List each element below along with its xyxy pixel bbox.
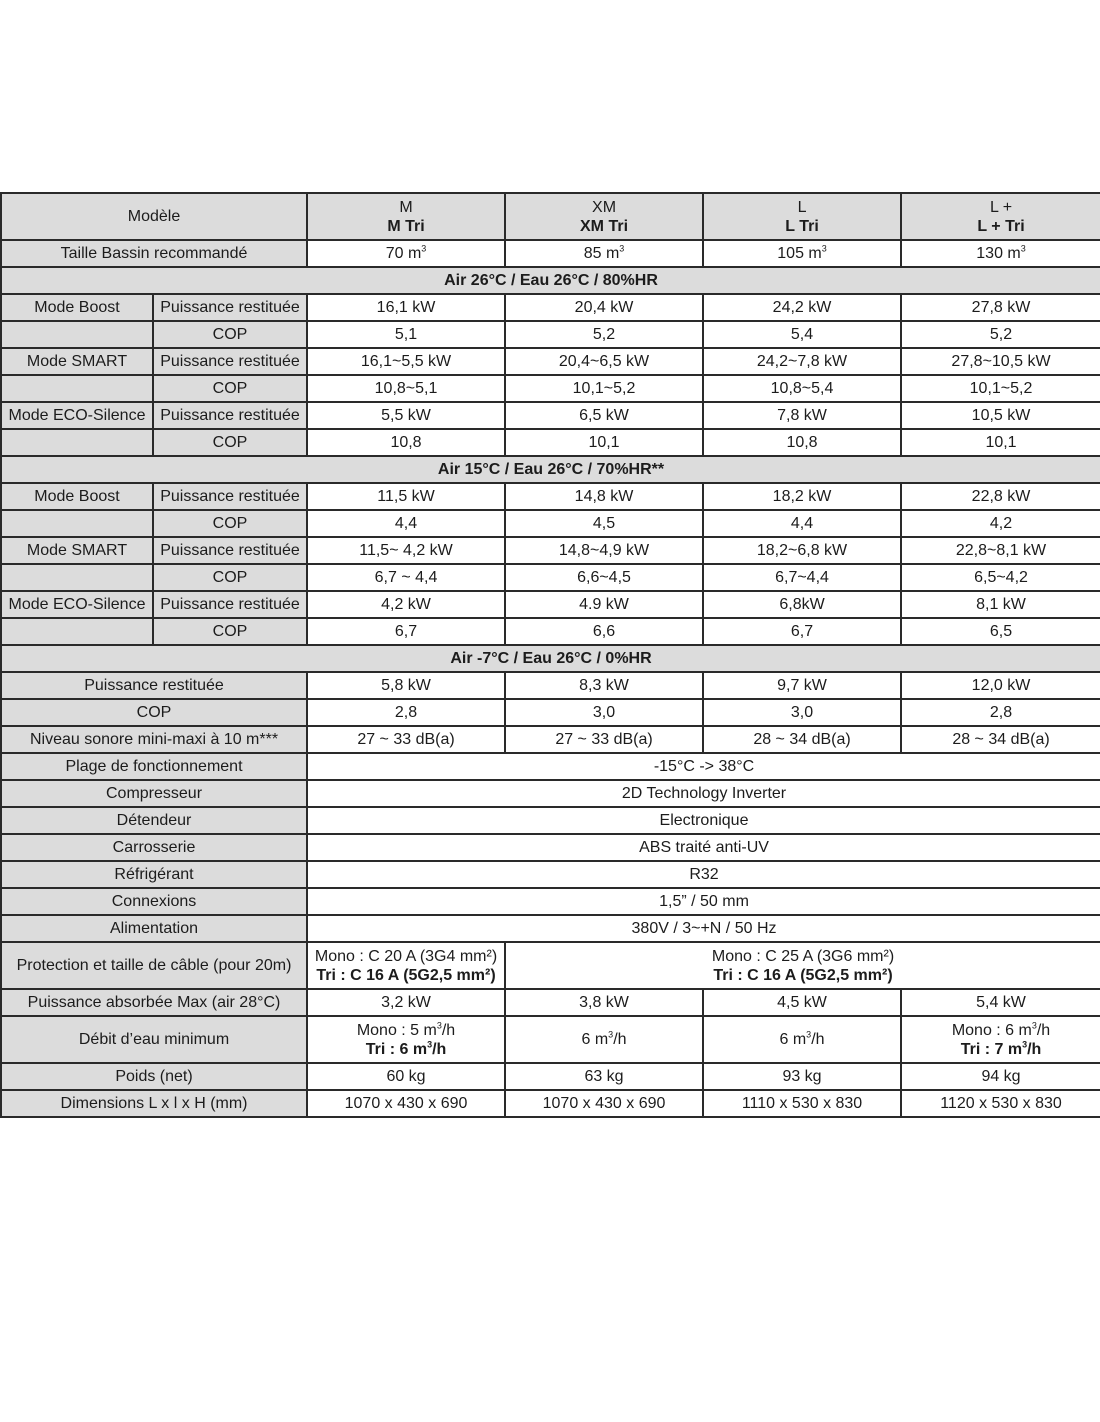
power-label: Puissance restituée	[153, 483, 307, 510]
power-value: 4.9 kW	[505, 591, 703, 618]
superscript: 3	[619, 243, 625, 254]
cop-value: 10,8~5,1	[307, 375, 505, 402]
water-flow-line	[312, 1040, 500, 1059]
power-value: 22,8 kW	[901, 483, 1100, 510]
spec-value: Electronique	[307, 807, 1100, 834]
power-value: 22,8~8,1 kW	[901, 537, 1100, 564]
cop-value: 6,6	[505, 618, 703, 645]
cop-value: 6,7~4,4	[703, 564, 901, 591]
cold-cop-value: 2,8	[901, 699, 1100, 726]
absorbed-power-value: 3,8 kW	[505, 989, 703, 1016]
mode-name: Mode Boost	[1, 483, 153, 510]
cop-value: 10,8~5,4	[703, 375, 901, 402]
spec-row	[1, 780, 1100, 807]
power-value: 10,5 kW	[901, 402, 1100, 429]
spec-row	[1, 834, 1100, 861]
water-flow-text: 6 m	[779, 1031, 807, 1048]
pool-size-value	[307, 240, 505, 267]
superscript: 3	[1020, 243, 1026, 254]
spec-value: 2D Technology Inverter	[307, 780, 1100, 807]
cold-cop-value: 2,8	[307, 699, 505, 726]
protection-label: Protection et taille de câble (pour 20m)	[1, 942, 307, 989]
mode-power-row	[1, 348, 1100, 375]
cold-power-value: 12,0 kW	[901, 672, 1100, 699]
cop-value: 6,6~4,5	[505, 564, 703, 591]
mode-name: Mode ECO-Silence	[1, 591, 153, 618]
water-flow-unit: /h	[441, 1021, 456, 1039]
cold-power-value: 8,3 kW	[505, 672, 703, 699]
mode-power-row	[1, 294, 1100, 321]
dimensions-row	[1, 1090, 1100, 1117]
water-flow-text: Mono : 5 m	[356, 1021, 437, 1039]
spec-row	[1, 888, 1100, 915]
cold-power-value: 5,8 kW	[307, 672, 505, 699]
water-flow-text: Tri : 6 m	[365, 1040, 428, 1058]
cop-value: 10,8	[703, 429, 901, 456]
section-title: Air -7°C / Eau 26°C / 0%HR	[1, 645, 1100, 672]
cop-value: 4,2	[901, 510, 1100, 537]
spec-value: 380V / 3~+N / 50 Hz	[307, 915, 1100, 942]
water-flow-line	[708, 1030, 896, 1049]
protection-tri: Tri : C 16 A (5G2,5 mm²)	[316, 966, 496, 984]
dimensions-value: 1070 x 430 x 690	[307, 1090, 505, 1117]
spec-label: Détendeur	[1, 807, 307, 834]
protection-tri: Tri : C 16 A (5G2,5 mm²)	[713, 966, 893, 984]
cop-value: 4,4	[307, 510, 505, 537]
power-value: 24,2 kW	[703, 294, 901, 321]
power-value: 11,5 kW	[307, 483, 505, 510]
power-value: 27,8 kW	[901, 294, 1100, 321]
mode-power-row	[1, 483, 1100, 510]
pool-size-value	[505, 240, 703, 267]
power-value: 14,8 kW	[505, 483, 703, 510]
water-flow-unit: /h	[811, 1031, 825, 1048]
cold-noise-value: 27 ~ 33 dB(a)	[505, 726, 703, 753]
spec-row	[1, 915, 1100, 942]
power-value: 16,1 kW	[307, 294, 505, 321]
cold-power-row	[1, 672, 1100, 699]
empty-mode-cell	[1, 564, 153, 591]
power-value: 4,2 kW	[307, 591, 505, 618]
absorbed-power-label: Puissance absorbée Max (air 28°C)	[1, 989, 307, 1016]
model-mono-name: L	[797, 198, 807, 216]
spec-row	[1, 807, 1100, 834]
cop-label: COP	[153, 321, 307, 348]
cold-cop-value: 3,0	[505, 699, 703, 726]
cop-value: 6,7	[307, 618, 505, 645]
protection-others	[505, 942, 1100, 989]
protection-row	[1, 942, 1100, 989]
model-mono-name: M	[399, 198, 413, 216]
cold-noise-value: 28 ~ 34 dB(a)	[703, 726, 901, 753]
absorbed-power-value: 4,5 kW	[703, 989, 901, 1016]
water-flow-value	[307, 1016, 505, 1063]
cold-cop-row	[1, 699, 1100, 726]
cop-label: COP	[153, 564, 307, 591]
power-value: 6,8kW	[703, 591, 901, 618]
mode-cop-row	[1, 375, 1100, 402]
spec-value: R32	[307, 861, 1100, 888]
mode-power-row	[1, 537, 1100, 564]
dimensions-value: 1070 x 430 x 690	[505, 1090, 703, 1117]
power-label: Puissance restituée	[153, 402, 307, 429]
mode-power-row	[1, 591, 1100, 618]
cop-value: 5,4	[703, 321, 901, 348]
empty-mode-cell	[1, 510, 153, 537]
protection-mono: Mono : C 25 A (3G6 mm²)	[711, 947, 895, 965]
pool-size-text: 70 m	[385, 245, 422, 262]
cop-value: 5,1	[307, 321, 505, 348]
superscript: 3	[427, 1039, 433, 1050]
spec-label: Alimentation	[1, 915, 307, 942]
cop-value: 4,4	[703, 510, 901, 537]
empty-mode-cell	[1, 321, 153, 348]
spec-label: Connexions	[1, 888, 307, 915]
cop-value: 4,5	[505, 510, 703, 537]
cop-label: COP	[153, 375, 307, 402]
pool-size-text: 130 m	[976, 245, 1021, 262]
superscript: 3	[806, 1029, 812, 1040]
cold-cop-value: 3,0	[703, 699, 901, 726]
water-flow-row	[1, 1016, 1100, 1063]
pool-size-label: Taille Bassin recommandé	[1, 240, 307, 267]
empty-mode-cell	[1, 618, 153, 645]
spec-value: ABS traité anti-UV	[307, 834, 1100, 861]
model-mono-name: XM	[592, 198, 617, 216]
mode-cop-row	[1, 429, 1100, 456]
model-tri-name: XM Tri	[580, 217, 629, 235]
superscript: 3	[421, 243, 427, 254]
pool-size-text: 85 m	[583, 245, 620, 262]
spec-table-body	[1, 193, 1100, 1117]
power-value: 5,5 kW	[307, 402, 505, 429]
mode-name: Mode SMART	[1, 537, 153, 564]
power-label: Puissance restituée	[153, 294, 307, 321]
spec-value: -15°C -> 38°C	[307, 753, 1100, 780]
protection-mono: Mono : C 20 A (3G4 mm²)	[314, 947, 498, 965]
cop-label: COP	[153, 618, 307, 645]
power-value: 24,2~7,8 kW	[703, 348, 901, 375]
water-flow-line	[906, 1021, 1096, 1040]
water-flow-text: Tri : 7 m	[960, 1040, 1023, 1058]
dimensions-label: Dimensions L x l x H (mm)	[1, 1090, 307, 1117]
section-title-row	[1, 267, 1100, 294]
power-value: 14,8~4,9 kW	[505, 537, 703, 564]
superscript: 3	[608, 1029, 614, 1040]
spec-label: Compresseur	[1, 780, 307, 807]
weight-row	[1, 1063, 1100, 1090]
weight-value: 93 kg	[703, 1063, 901, 1090]
water-flow-unit: /h	[1036, 1021, 1051, 1039]
model-label: Modèle	[1, 193, 307, 240]
section-title: Air 15°C / Eau 26°C / 70%HR**	[1, 456, 1100, 483]
water-flow-text: Mono : 6 m	[951, 1021, 1032, 1039]
pool-size-value	[703, 240, 901, 267]
power-value: 18,2 kW	[703, 483, 901, 510]
mode-cop-row	[1, 564, 1100, 591]
weight-value: 94 kg	[901, 1063, 1100, 1090]
power-value: 20,4 kW	[505, 294, 703, 321]
model-header	[703, 193, 901, 240]
water-flow-unit: /h	[1027, 1040, 1042, 1058]
empty-mode-cell	[1, 429, 153, 456]
power-value: 11,5~ 4,2 kW	[307, 537, 505, 564]
spec-value: 1,5” / 50 mm	[307, 888, 1100, 915]
header-row	[1, 193, 1100, 240]
power-value: 20,4~6,5 kW	[505, 348, 703, 375]
spec-row	[1, 753, 1100, 780]
model-tri-name: L Tri	[785, 217, 819, 235]
cold-power-value: 9,7 kW	[703, 672, 901, 699]
mode-cop-row	[1, 321, 1100, 348]
spec-row	[1, 861, 1100, 888]
cop-value: 6,5~4,2	[901, 564, 1100, 591]
spec-label: Plage de fonctionnement	[1, 753, 307, 780]
cop-value: 10,1	[901, 429, 1100, 456]
section-title-row	[1, 645, 1100, 672]
power-label: Puissance restituée	[153, 537, 307, 564]
cold-noise-value: 27 ~ 33 dB(a)	[307, 726, 505, 753]
power-value: 6,5 kW	[505, 402, 703, 429]
spec-table	[0, 192, 1100, 1118]
cop-label: COP	[153, 429, 307, 456]
superscript: 3	[821, 243, 827, 254]
mode-cop-row	[1, 618, 1100, 645]
pool-size-text: 105 m	[777, 245, 822, 262]
section-title: Air 26°C / Eau 26°C / 80%HR	[1, 267, 1100, 294]
water-flow-unit: /h	[613, 1031, 627, 1048]
water-flow-line	[312, 1021, 500, 1040]
cop-value: 6,7 ~ 4,4	[307, 564, 505, 591]
power-label: Puissance restituée	[153, 348, 307, 375]
superscript: 3	[436, 1020, 442, 1031]
cop-value: 10,1	[505, 429, 703, 456]
weight-value: 60 kg	[307, 1063, 505, 1090]
power-label: Puissance restituée	[153, 591, 307, 618]
power-value: 7,8 kW	[703, 402, 901, 429]
mode-power-row	[1, 402, 1100, 429]
mode-name: Mode SMART	[1, 348, 153, 375]
power-value: 8,1 kW	[901, 591, 1100, 618]
cold-cop-label: COP	[1, 699, 307, 726]
cop-value: 10,8	[307, 429, 505, 456]
cold-noise-value: 28 ~ 34 dB(a)	[901, 726, 1100, 753]
cop-value: 10,1~5,2	[901, 375, 1100, 402]
cold-noise-label: Niveau sonore mini-maxi à 10 m***	[1, 726, 307, 753]
cop-label: COP	[153, 510, 307, 537]
model-tri-name: L + Tri	[977, 217, 1025, 235]
model-header	[505, 193, 703, 240]
power-value: 27,8~10,5 kW	[901, 348, 1100, 375]
model-tri-name: M Tri	[387, 217, 425, 235]
weight-value: 63 kg	[505, 1063, 703, 1090]
model-mono-name: L +	[989, 198, 1013, 216]
dimensions-value: 1120 x 530 x 830	[901, 1090, 1100, 1117]
power-value: 16,1~5,5 kW	[307, 348, 505, 375]
cop-value: 10,1~5,2	[505, 375, 703, 402]
water-flow-value	[901, 1016, 1100, 1063]
absorbed-power-value: 3,2 kW	[307, 989, 505, 1016]
cop-value: 5,2	[901, 321, 1100, 348]
water-flow-value	[703, 1016, 901, 1063]
water-flow-value	[505, 1016, 703, 1063]
empty-mode-cell	[1, 375, 153, 402]
cop-value: 6,7	[703, 618, 901, 645]
spec-label: Réfrigérant	[1, 861, 307, 888]
cop-value: 5,2	[505, 321, 703, 348]
absorbed-power-row	[1, 989, 1100, 1016]
water-flow-label: Débit d’eau minimum	[1, 1016, 307, 1063]
weight-label: Poids (net)	[1, 1063, 307, 1090]
cop-value: 6,5	[901, 618, 1100, 645]
water-flow-line	[906, 1040, 1096, 1059]
model-header	[307, 193, 505, 240]
absorbed-power-value: 5,4 kW	[901, 989, 1100, 1016]
cold-power-label: Puissance restituée	[1, 672, 307, 699]
cold-noise-row	[1, 726, 1100, 753]
superscript: 3	[1022, 1039, 1028, 1050]
mode-name: Mode Boost	[1, 294, 153, 321]
mode-name: Mode ECO-Silence	[1, 402, 153, 429]
spec-label: Carrosserie	[1, 834, 307, 861]
water-flow-text: 6 m	[581, 1031, 609, 1048]
water-flow-line	[510, 1030, 698, 1049]
pool-size-row	[1, 240, 1100, 267]
model-header	[901, 193, 1100, 240]
protection-m	[307, 942, 505, 989]
power-value: 18,2~6,8 kW	[703, 537, 901, 564]
section-title-row	[1, 456, 1100, 483]
dimensions-value: 1110 x 530 x 830	[703, 1090, 901, 1117]
water-flow-unit: /h	[432, 1040, 447, 1058]
pool-size-value	[901, 240, 1100, 267]
mode-cop-row	[1, 510, 1100, 537]
superscript: 3	[1031, 1020, 1037, 1031]
